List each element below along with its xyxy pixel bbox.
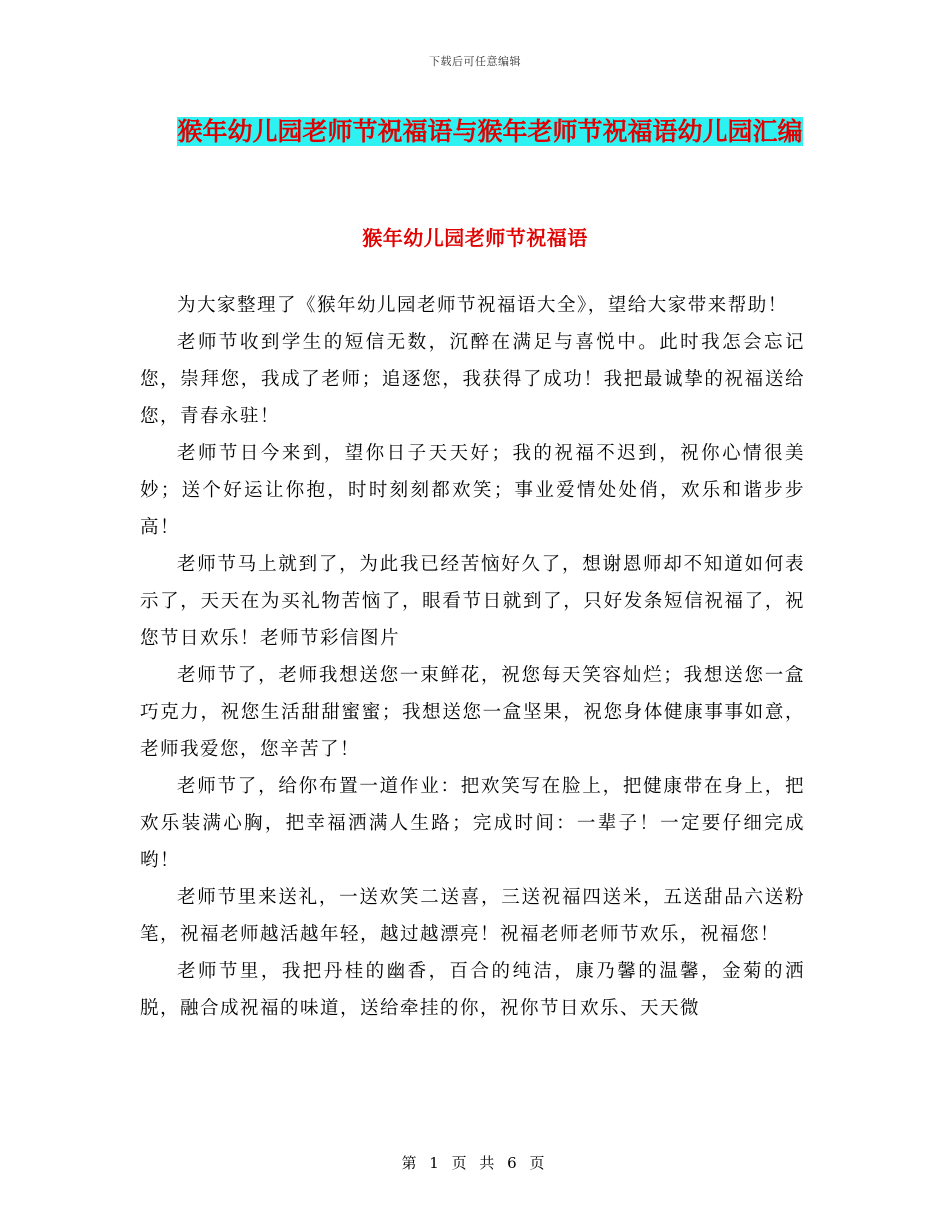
section-title: 猴年幼儿园老师节祝福语 — [362, 226, 588, 250]
paragraph-1: 为大家整理了《猴年幼儿园老师节祝福语大全》，望给大家带来帮助！ — [177, 295, 788, 316]
document-body — [140, 287, 805, 1027]
page-footer: 第 1 页 共 6 页 — [401, 1154, 549, 1172]
paragraph-7: 老师节里来送礼，一送欢笑二送喜，三送祝福四送米，五送甜品六送粉笔，祝福老师越活越年轻，越过越漂亮！祝福老师老师节欢乐，祝福您！ — [140, 887, 805, 945]
paragraph-2: 老师节收到学生的短信无数，沉醉在满足与喜悦中。此时我怎会忘记您，崇拜您，我成了老师；追逐您，我获得了成功！我把最诚挚的祝福送给您，青春永驻！ — [140, 332, 805, 427]
paragraph-5: 老师节了，老师我想送您一束鲜花，祝您每天笑容灿烂；我想送您一盒巧克力，祝您生活甜甜蜜蜜；我想送您一盒坚果，祝您身体健康事事如意，老师我爱您，您辛苦了！ — [140, 665, 805, 760]
paragraph-6: 老师节了，给你布置一道作业：把欢笑写在脸上，把健康带在身上，把欢乐装满心胸，把幸福洒满人生路；完成时间：一辈子！一定要仔细完成哟！ — [140, 776, 805, 871]
paragraph-8: 老师节里，我把丹桂的幽香，百合的纯洁，康乃馨的温馨，金菊的洒脱，融合成祝福的味道，送给牵挂的你，祝你节日欢乐、天天微 — [140, 961, 805, 1019]
paragraph-3: 老师节日今来到，望你日子天天好；我的祝福不迟到，祝你心情很美妙；送个好运让你抱，时时刻刻都欢笑；事业爱情处处俏，欢乐和谐步步高！ — [140, 443, 805, 538]
paragraph-4: 老师节马上就到了，为此我已经苦恼好久了，想谢恩师却不知道如何表示了，天天在为买礼物苦恼了，眼看节日就到了，只好发条短信祝福了，祝您节日欢乐！老师节彩信图片 — [140, 554, 805, 649]
document-title — [140, 110, 840, 154]
document-title-text: 猴年幼儿园老师节祝福语与猴年老师节祝福语幼儿园汇编 — [177, 117, 803, 146]
header-note: 下载后可任意编辑 — [429, 55, 521, 68]
